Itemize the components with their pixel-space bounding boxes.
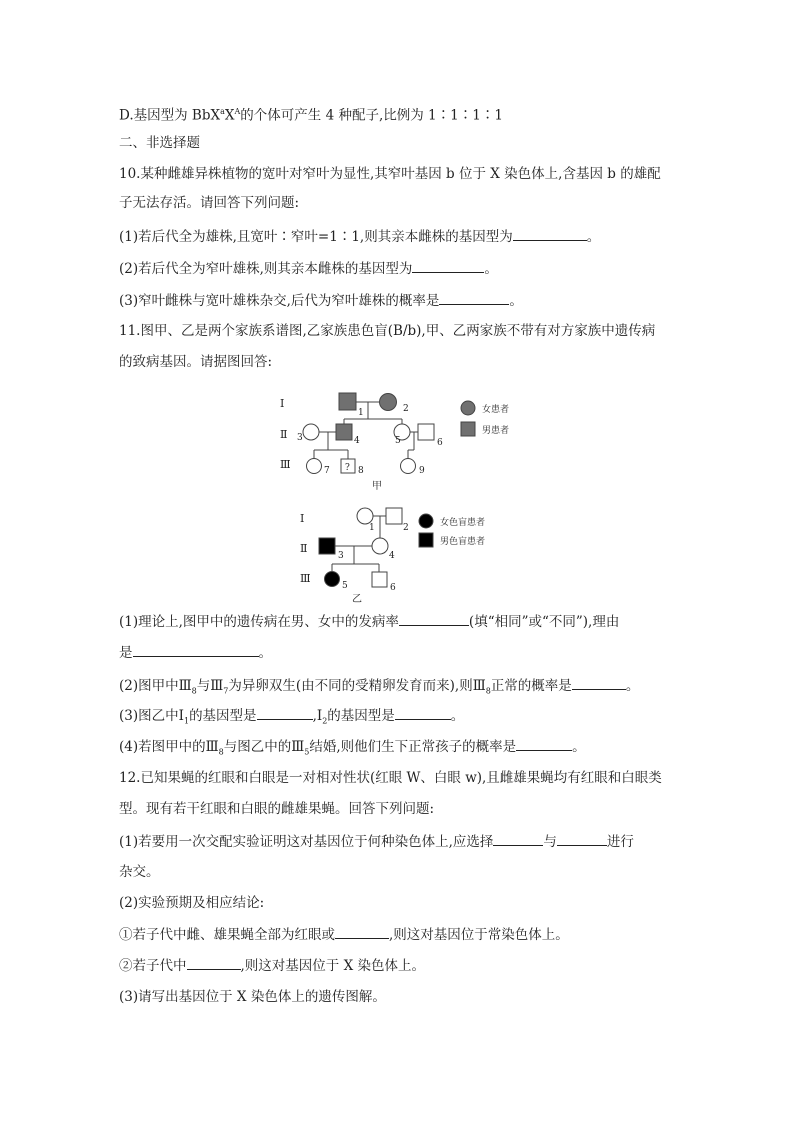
pedigree-yi <box>290 500 530 610</box>
female-1 <box>357 508 373 524</box>
gen-label: Ⅱ <box>280 428 288 441</box>
svg-text:1: 1 <box>358 408 364 418</box>
answer-blank[interactable] <box>513 226 587 241</box>
answer-blank[interactable] <box>399 611 469 626</box>
q11-part1-cont: 是 。 <box>119 642 272 663</box>
svg-text:Ⅰ: Ⅰ <box>300 512 305 525</box>
svg-text:7: 7 <box>324 466 330 476</box>
female-9 <box>401 459 416 474</box>
answer-blank[interactable] <box>572 675 626 690</box>
question-11-stem-cont: 的致病基因。请据图回答: <box>119 354 273 370</box>
q10-part3: (3)窄叶雌株与宽叶雄株杂交,后代为窄叶雄株的概率是 。 <box>119 290 523 311</box>
answer-blank[interactable] <box>557 831 607 846</box>
male-2 <box>386 508 402 524</box>
answer-blank[interactable] <box>439 290 509 305</box>
q10-part2: (2)若后代全为窄叶雄株,则其亲本雌株的基因型为 。 <box>119 258 498 279</box>
pedigree-jia <box>270 385 530 495</box>
svg-text:9: 9 <box>419 466 425 476</box>
q12-part1-cont: 杂交。 <box>119 864 160 880</box>
answer-blank[interactable] <box>257 705 313 720</box>
answer-blank[interactable] <box>412 258 484 273</box>
svg-text:Ⅱ: Ⅱ <box>300 542 308 555</box>
answer-blank[interactable] <box>395 705 451 720</box>
svg-text:男患者: 男患者 <box>482 426 510 436</box>
svg-text:2: 2 <box>403 404 409 414</box>
q11-part1: (1)理论上,图甲中的遗传病在男、女中的发病率 (填“相同”或“不同”),理由 <box>119 611 619 632</box>
gen-label: Ⅰ <box>280 397 285 410</box>
legend-male-colorblind-icon <box>419 533 433 547</box>
legend-female-colorblind-icon <box>419 514 433 528</box>
gen-label: Ⅲ <box>280 458 291 471</box>
svg-text:3: 3 <box>338 551 344 561</box>
question-12-stem: 12.已知果蝇的红眼和白眼是一对相对性状(红眼 W、白眼 w),且雌雄果蝇均有红眼和白眼类 <box>119 770 662 786</box>
svg-text:男色盲患者: 男色盲患者 <box>440 537 486 547</box>
svg-text:5: 5 <box>342 581 348 591</box>
q12-part2-case1: ①若子代中雌、雄果蝇全部为红眼或 ,则这对基因位于常染色体上。 <box>119 924 569 945</box>
figure-caption: 甲 <box>372 481 382 492</box>
answer-blank[interactable] <box>493 831 543 846</box>
svg-text:4: 4 <box>354 436 360 446</box>
q12-part2: (2)实验预期及相应结论: <box>119 895 265 911</box>
option-d: D.基因型为 $BbX^aX^A$的个体可产生 4 种配子,比例为 1∶1∶1∶1 <box>119 107 503 124</box>
svg-text:3: 3 <box>297 433 303 443</box>
figure-caption: 乙 <box>352 594 362 605</box>
q12-part2-case2: ②若子代中 ,则这对基因位于 X 染色体上。 <box>119 955 425 976</box>
svg-text:1: 1 <box>369 523 375 533</box>
question-10-stem-cont: 子无法存活。请回答下列问题: <box>119 195 300 211</box>
female-carrier-4 <box>372 538 388 554</box>
q12-part3: (3)请写出基因位于 X 染色体上的遗传图解。 <box>119 989 386 1005</box>
svg-text:Ⅲ: Ⅲ <box>300 572 311 585</box>
legend-male-affected-icon <box>461 422 475 436</box>
male-affected-4 <box>336 424 352 440</box>
svg-text:2: 2 <box>403 523 409 533</box>
female-7 <box>307 459 322 474</box>
male-colorblind-3 <box>319 538 335 554</box>
svg-text:8: 8 <box>358 466 364 476</box>
q10-part1: (1)若后代全为雄株,且宽叶∶窄叶=1∶1,则其亲本雌株的基因型为 。 <box>119 226 600 247</box>
female-affected-2 <box>380 394 397 411</box>
svg-text:6: 6 <box>437 438 443 448</box>
svg-text:5: 5 <box>395 436 401 446</box>
svg-text:女患者: 女患者 <box>482 405 510 415</box>
male-6 <box>372 572 387 587</box>
svg-text:6: 6 <box>390 583 396 593</box>
section-heading: 二、非选择题 <box>119 135 200 151</box>
female-colorblind-5 <box>325 572 340 587</box>
q11-part2: (2)图甲中$Ⅲ_8$与$Ⅲ_7$为异卵双生(由不同的受精卵发育而来),则$Ⅲ_8$正常的概率是 。 <box>119 675 639 702</box>
question-11-stem: 11.图甲、乙是两个家族系谱图,乙家族患色盲(B/b),甲、乙两家族不带有对方家族中遗传病 <box>119 323 656 339</box>
svg-text:4: 4 <box>389 551 395 561</box>
answer-blank[interactable] <box>187 955 241 970</box>
svg-text:女色盲患者: 女色盲患者 <box>440 518 486 528</box>
q11-part4: (4)若图甲中的$Ⅲ_8$与图乙中的$Ⅲ_5$结婚,则他们生下正常孩子的概率是 。 <box>119 736 586 763</box>
svg-text:?: ? <box>345 463 350 473</box>
male-6 <box>418 424 434 440</box>
legend-female-affected-icon <box>461 401 475 415</box>
male-affected-1 <box>339 393 356 410</box>
answer-blank[interactable] <box>335 924 389 939</box>
question-12-stem-cont: 型。现有若干红眼和白眼的雌雄果蝇。回答下列问题: <box>119 801 435 817</box>
female-3 <box>303 424 319 440</box>
answer-blank[interactable] <box>516 736 572 751</box>
q11-part3: (3)图乙中$Ⅰ_1$的基因型是 $,Ⅰ_2$的基因型是 。 <box>119 705 464 732</box>
question-10-stem: 10.某种雌雄异株植物的宽叶对窄叶为显性,其窄叶基因 b 位于 X 染色体上,含基因 b 的雄配 <box>119 166 661 182</box>
q12-part1: (1)若要用一次交配实验证明这对基因位于何种染色体上,应选择 与 进行 <box>119 831 634 852</box>
answer-blank[interactable] <box>133 642 259 657</box>
